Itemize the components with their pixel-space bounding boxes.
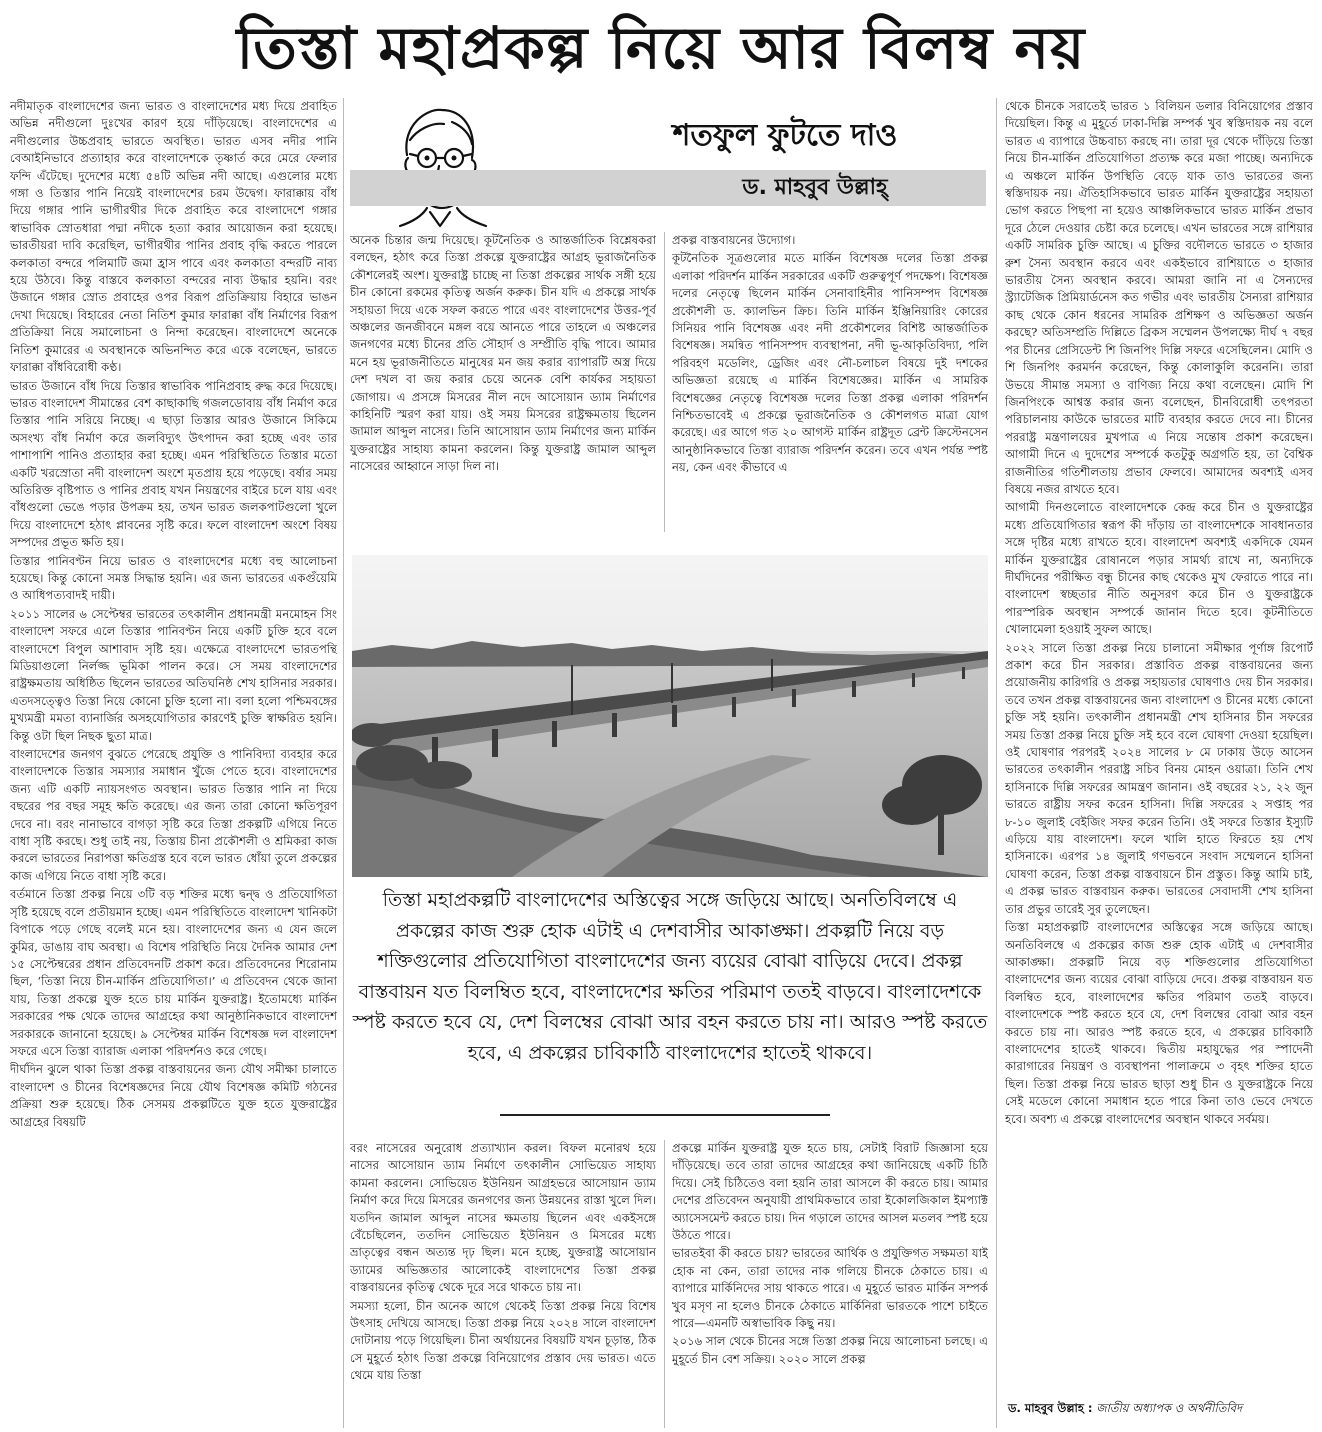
paragraph: বর্তমানে তিস্তা প্রকল্প নিয়ে ৩টি বড় শক্তির মধ্যে দ্বন্দ্ব ও প্রতিযোগিতা সৃষ্টি হয়েছে বলে প্রতীয়মান হচ্ছে। এমন পরিস্থিতিতে বাংলাদেশ খানিকটা বিপাকে পড়ে গেছে বলেই মনে হয়। বাংলাদেশের জন্য এ যেন জলে কুমির, ডাঙায় বাঘ অবস্থা। এ বিশেষ পরিস্থিতি নিয়ে দৈনিক আমার দেশ ১৫ সেপ্টেম্বরের প্রধান প্রতিবেদনটি প্রকাশ করে। প্রতিবেদনের শিরোনাম ছিল, ‘তিস্তা নিয়ে চীন-মার্কিন প্রতিযোগিতা।’ এ প্রতিবেদন থেকে জানা যায়, তিস্তা প্রকল্পে যুক্ত হতে চায় মার্কিন যুক্তরাষ্ট্র। ইতোমধ্যে মার্কিন সরকারের পক্ষ থেকে তাদের আগ্রহের কথা আনুষ্ঠানিকভাবে বাংলাদেশ সরকারকে জানানো হয়েছে। ৯ সেপ্টেম্বর মার্কিন বিশেষজ্ঞ দল বাংলাদেশ সফরে এসে তিস্তা ব্যারাজ এলাকা পরিদর্শনও করে গেছে। <box>10 887 337 1058</box>
article-column-3-top <box>672 232 988 532</box>
paragraph: ২০১১ সালের ৬ সেপ্টেম্বর ভারতের তৎকালীন প্রধানমন্ত্রী মনমোহন সিং বাংলাদেশ সফরে এলে তিস্তার পানিবণ্টন নিয়ে একটি চুক্তি হবে বলে বাংলাদেশে বিপুল আশাবাদ সৃষ্টি হয়। এক্ষেত্রে বাংলাদেশে ভারতপন্থি মিডিয়াগুলো নির্লজ্জ ভূমিকা পালন করে। সে সময় বাংলাদেশের রাষ্ট্রক্ষমতায় অধিষ্ঠিত ছিলেন ভারতের অতিঘনিষ্ঠ শেখ হাসিনার সরকার। এতদসত্ত্বেও তিস্তা নিয়ে কোনো চুক্তি হলো না। বলা হলো পশ্চিমবঙ্গের মুখ্যমন্ত্রী মমতা ব্যানার্জির অসহযোগিতার কারণেই চুক্তি স্বাক্ষরিত হয়নি। কিন্তু ওটা ছিল নিছক ছুতা মাত্র। <box>10 606 337 743</box>
paragraph: থেকে চীনকে সরাতেই ভারত ১ বিলিয়ন ডলার বিনিয়োগের প্রস্তাব দিয়েছিল। কিন্তু এ মুহূর্তে ঢাকা-দিল্লি সম্পর্ক খুব স্বস্তিদায়ক নয় বলে ভারত এ ব্যাপারে উচ্চবাচ্য করছে না। তারা দূর থেকে দাঁড়িয়ে তিস্তা নিয়ে চীন-মার্কিন প্রতিযোগিতা প্রত্যক্ষ করে মজা পাচ্ছে। অন্যদিকে এ অঞ্চলে মার্কিন উপস্থিতি বেড়ে যাক তাও ভারতের জন্য স্বস্তিদায়ক নয়। ঐতিহাসিকভাবে ভারত মার্কিন যুক্তরাষ্ট্রের সহায়তা ভোগ করতে পিছপা না হয়েও আঞ্চলিকভাবে ভারত মার্কিন প্রভাব দূরে ঠেলে দেওয়ার চেষ্টা করে চলেছে। এখন ভারতের সঙ্গে রাশিয়ার একটি সামরিক চুক্তি আছে। এ চুক্তির বদৌলতে ভারতে ৩ হাজার রুশ সৈন্য অবস্থান করবে এবং একইভাবে রাশিয়াতে ৩ হাজার ভারতীয় সৈন্য অবস্থান করবে। আমরা জানি না এ সৈন্যদের স্ট্র্যাটেজিক প্রিমিয়ার্ডনেস কত গভীর এবং ভারতীয় সৈন্যরা রাশিয়ার কাছ থেকে কোন ধরনের সামরিক প্রশিক্ষণ ও অভিজ্ঞতা অর্জন করছে? অতিসম্প্রতি দিল্লিতে ব্রিকস সম্মেলন উপলক্ষ্যে দীর্ঘ ৭ বছর পর চীনের প্রেসিডেন্ট শি জিনপিং দিল্লি সফরে এসেছিলেন। মোদি ও শি জিনপিং করমর্দন করেছেন, কিন্তু কোলাকুলি করেননি। তারা উভয়ে সীমান্ত সমস্যা ও বাণিজ্য নিয়ে কথা বলেছেন। মোদি শি জিনপিংকে আশ্বস্ত করার জন্য বলেছেন, চীনবিরোধী তৎপরতা পরিচালনায় কাউকে ভারতের মাটি ব্যবহার করতে দেবে না। চীনের পররাষ্ট্র মন্ত্রণালয়ের মুখপাত্র এ নিয়ে সন্তোষ প্রকাশ করেছেন। আগামী দিনে এ দুদেশের সম্পর্কে কতটুকু অগ্রগতি হয়, তা বৈশ্বিক রাজনীতির গতিশীলতায় প্রভাব ফেলবে। আমাদের অবশ্যই এসব বিষয়ে নজর রাখতে হবে। <box>1005 99 1313 496</box>
paragraph: নদীমাতৃক বাংলাদেশের জন্য ভারত ও বাংলাদেশের মধ্য দিয়ে প্রবাহিত অভিন্ন নদীগুলো দুঃখের কারণ হয়ে দাঁড়িয়েছে। বাংলাদেশের এ নদীগুলোর উচ্চপ্রবাহ ভারতে অবস্থিত। ভারত এসব নদীর পানি বেআইনিভাবে প্রত্যাহার করে বাংলাদেশকে তৃষ্ণার্ত করে মেরে ফেলার ফন্দি এঁটেছে। দুদেশের মধ্যে ৫৪টি অভিন্ন নদী আছে। এগুলোর মধ্যে গঙ্গা ও তিস্তার পানি নিয়েই বাংলাদেশের চরম উদ্বেগ। ফারাক্কায় বাঁধ দিয়ে গঙ্গার পানি ভাগীরথীর দিকে প্রবাহিত করে বাংলাদেশে গঙ্গার স্বাভাবিক স্রোতধারা পদ্মা নদীকে হত্যা করার আয়োজন করা হয়েছে। ভারতীয়রা দাবি করেছিল, ভাগীরথীর পানির প্রবাহ বৃদ্ধি করতে পারলে কলকাতা বন্দরে পলিমাটি জমা হ্রাস পাবে এবং কলকাতা বন্দরটি নাব্য হয়ে উঠবে। কিন্তু বাস্তবে কলকাতা বন্দরের নাব্য উদ্ধার হয়নি। বরং উজানে গঙ্গার স্রোত প্রবাহের ওপর বিরূপ প্রতিক্রিয়ায় বিহারে ভাঙন দেখা দিয়েছে। বিহারের নেতা নিতিশ কুমার ফারাক্কা বাঁধ নির্মাণের বিরূপ প্রতিক্রিয়া নিয়ে সমালোচনা ও নিন্দা করেছেন। বাংলাদেশে অনেকে নিতিশ কুমারের এ অবস্থানকে অভিনন্দিত করে একে বলেছেন, ভারতে ফারাক্কা বাঁধবিরোধী কণ্ঠ। <box>10 99 337 375</box>
paragraph: দীর্ঘদিন ঝুলে থাকা তিস্তা প্রকল্প বাস্তবায়নের জন্য যৌথ সমীক্ষা চালাতে বাংলাদেশ ও চীনের বিশেষজ্ঞদের নিয়ে যৌথ বিশেষজ্ঞ কমিটি গঠনের প্রক্রিয়া শুরু হয়েছে। ঠিক সেসময় প্রকল্পটিতে যুক্ত হতে যুক্তরাষ্ট্রের আগ্রহের বিষয়টি <box>10 1062 337 1129</box>
column-title: শতফুল ফুটতে দাও <box>672 118 898 153</box>
paragraph: প্রকল্প বাস্তবায়নের উদ্যোগ। <box>672 233 796 247</box>
paragraph: ভারত উজানে বাঁধ দিয়ে তিস্তার স্বাভাবিক পানিপ্রবাহ রুদ্ধ করে দিয়েছে। ভারত বাংলাদেশ সীমান্তের বেশ কাছাকাছি গজলডোবায় বাঁধ নির্মাণ করে তিস্তার পানি সরিয়ে নিচ্ছে। এ ছাড়া তিস্তার আরও উজানে সিকিমে অসংখ্য বাঁধ নির্মাণ করে জলবিদ্যুৎ উৎপাদন করা হচ্ছে এবং তার পাশাপাশি পানিও প্রত্যাহার করা হচ্ছে। এমন পরিস্থিতিতে তিস্তার মতো একটি খরস্রোতা নদী বাংলাদেশ অংশে মৃতপ্রায় হয়ে পড়েছে। বর্ষার সময় অতিরিক্ত বৃষ্টিপাত ও পানির প্রবাহ যখন নিয়ন্ত্রণের বাইরে চলে যায় এবং বাঁধগুলো ভেঙে পড়ার উপক্রম হয়, তখন ভারত জলকপাটগুলো খুলে দিয়ে বাংলাদেশে হঠাৎ প্লাবনের সৃষ্টি করে। ফলে বাংলাদেশ অংশে বিষয় সম্পদের প্রভূত ক্ষতি হয়। <box>10 378 337 550</box>
paragraph: তিস্তার পানিবণ্টন নিয়ে ভারত ও বাংলাদেশের মধ্যে বহু আলোচনা হয়েছে। কিন্তু কোনো সমস্ত সিদ্ধান্ত হয়নি। এর জন্য ভারতের একগুঁয়েমি ও আধিপত্যবাদই দায়ী। <box>10 553 337 603</box>
footer-author-role: জাতীয় অধ্যাপক ও অর্থনীতিবিদ <box>1096 1401 1243 1415</box>
paragraph: তিস্তা মহাপ্রকল্পটি বাংলাদেশের অস্তিত্বের সঙ্গে জড়িয়ে আছে। অনতিবিলম্বে এ প্রকল্পের কাজ শুরু হোক এটাই এ দেশবাসীর আকাঙ্ক্ষা। প্রকল্পটি নিয়ে বড় শক্তিগুলোর প্রতিযোগিতা বাংলাদেশের জন্য ব্যয়ের বোঝা বাড়িয়ে দেবে। প্রকল্প বাস্তবায়ন যত বিলম্বিত হবে, বাংলাদেশের ক্ষতির পরিমাণ ততই বাড়বে। বাংলাদেশকে স্পষ্ট করতে হবে যে, দেশ বিলম্বের বোঝা আর বহন করতে চায় না। আরও স্পষ্ট করতে হবে, এ প্রকল্পের চাবিকাঠি বাংলাদেশের হাতেই থাকবে। দ্বিতীয় মহাযুদ্ধের পর স্পাদেনী কারাগারের নিয়ন্ত্রণ ও ব্যবস্থাপনা পালাক্রমে ৩ বৃহৎ শক্তির হাতে ছিল। তিস্তা প্রকল্প নিয়ে ভারত ছাড়া শুধু চীন ও যুক্তরাষ্ট্রকে নিয়ে সেই মডেলে কোনো সমাধান হতে পারে কিনা তাও ভেবে দেখতে হবে। অবশ্য এ প্রকল্পে বাংলাদেশের অবস্থান থাকবে সর্বময়। <box>1005 920 1313 1126</box>
column-divider <box>343 98 344 1428</box>
article-column-1 <box>10 98 337 1428</box>
author-footer <box>1008 1397 1313 1419</box>
article-column-2-bottom <box>350 1140 656 1428</box>
paragraph: আগামী দিনগুলোতে বাংলাদেশকে কেন্দ্র করে চীন ও যুক্তরাষ্ট্রের মধ্যে প্রতিযোগিতার স্বরূপ কী দাঁড়ায় তা বাংলাদেশকে সাবধানতার সঙ্গে দৃষ্টির মধ্যে রাখতে হবে। বাংলাদেশ অবশ্যই একদিকে যেমন মার্কিন যুক্তরাষ্ট্রের রোষানলে পড়ার সামর্থ্য রাখে না, অন্যদিকে দীর্ঘদিনের পরীক্ষিত বন্ধু চীনের কাছ থেকেও মুখ ফেরাতে পারে না। বাংলাদেশ স্বচ্ছতার নীতি অনুসরণ করে চীন ও যুক্তরাষ্ট্রকে পারস্পরিক অবস্থান সম্পর্কে জানান দিতে হবে। কূটনীতিতে খোলামেলা হওয়াই সুফল আছে। <box>1005 500 1313 637</box>
paragraph: কূটনৈতিক সূত্রগুলোর মতে মার্কিন বিশেষজ্ঞ দলের তিস্তা প্রকল্প এলাকা পরিদর্শন মার্কিন সরকারের একটি গুরুত্বপূর্ণ পদক্ষেপ। বিশেষজ্ঞ দলের নেতৃত্বে ছিলেন মার্কিন সেনাবাহিনীর পানিসম্পদ বিশেষজ্ঞ প্রকৌশলী ড. ক্যালভিন ক্রিচ। তিনি মার্কিন ইঞ্জিনিয়ারিং কোরের সিনিয়র পানি বিশেষজ্ঞ এবং নদী প্রকৌশলের বিশিষ্ট আন্তর্জাতিক বিশেষজ্ঞ। সমন্বিত পানিসম্পদ ব্যবস্থাপনা, নদী ভূ-আকৃতিবিদ্যা, পলি পরিবহণ মডেলিং, ড্রেজিং এবং নৌ-চলাচল বিষয়ে দুই দশকের অভিজ্ঞতা রয়েছে এ মার্কিন বিশেষজ্ঞের। মার্কিন এ সামরিক বিশেষজ্ঞের নেতৃত্বে বিশেষজ্ঞ দলের তিস্তা প্রকল্প এলাকা পরিদর্শন নিশ্চিতভাবেই এ প্রকল্পে ভূরাজনৈতিক ও কৌশলগত মাত্রা যোগ করেছে। এর আগে গত ২০ আগস্ট মার্কিন রাষ্ট্রদূত ব্রেন্ট ক্রিস্টেনসেন আনুষ্ঠানিকভাবে তিস্তা ব্যারাজ পরিদর্শন করেন। তবে এখন পর্যন্ত স্পষ্ট নয়, কেন এবং কীভাবে এ <box>672 251 988 475</box>
paragraph: বাংলাদেশের জনগণ বুঝতে পেরেছে প্রযুক্তি ও পানিবিদ্যা ব্যবহার করে বাংলাদেশকে তিস্তার সমস্যার সমাধান খুঁজে পেতে হবে। বাংলাদেশের জন্য এটি একটি ন্যায়সংগত অবস্থান। ভারত তিস্তার পানি না দিয়ে বছরের পর বছর সমূহ ক্ষতি করেছে। এর জন্য তারা কোনো ক্ষতিপূরণ দেবে না। বরং নানাভাবে বাগড়া সৃষ্টি করে তিস্তা প্রকল্পটি এগিয়ে নিতে বাধা সৃষ্টি করছে। শুধু তাই নয়, তিস্তায় চীনা প্রকৌশলী ও শ্রমিকরা কাজ করলে ভারতের নিরাপত্তা ক্ষতিগ্রস্ত হবে বলে ভারত ধোঁয়া তুলে প্রকল্পের কাজ এগিয়ে নিতে বাধা সৃষ্টি করে। <box>10 747 337 883</box>
paragraph: অনেক চিন্তার জন্ম দিয়েছে। কূটনৈতিক ও আন্তর্জাতিক বিশ্লেষকরা বলছেন, হঠাৎ করে তিস্তা প্রকল্পে যুক্তরাষ্ট্রের আগ্রহ ভূরাজনৈতিক কৌশলেরই অংশ। যুক্তরাষ্ট্র চাচ্ছে না তিস্তা প্রকল্পের সার্থক সঙ্গী হয়ে চীন কোনো রকমের কৃতিত্ব অর্জন করুক। চীন যদি এ প্রকল্পে সার্থক সহায়তা দিয়ে একে সফল করতে পারে এবং বাংলাদেশের উত্তর-পূর্ব অঞ্চলের জনজীবনে মঙ্গল বয়ে আনতে পারে তাহলে এ অঞ্চলের জনগণের মধ্যে চীনের প্রতি সৌহার্দ ও সম্প্রীতি বৃদ্ধি পাবে। আমার মনে হয় ভূরাজনীতিতে মানুষের মন জয় করার ব্যাপারটি অস্ত্র দিয়ে দেশ দখল বা জয় করার চেয়ে অনেক বেশি কার্যকর সহায়তা জোগায়। এ প্রসঙ্গে মিসরের নীল নদে আসোয়ান ড্যাম নির্মাণের কাহিনিটি স্মরণ করা যায়। ওই সময় মিসরের রাষ্ট্রক্ষমতায় ছিলেন জামাল আব্দুল নাসের। তিনি আসোয়ান ড্যাম নির্মাণের জন্য মার্কিন যুক্তরাষ্ট্রের সাহায্য কামনা করলেন। কিন্তু যুক্তরাষ্ট্র জামাল আব্দুল নাসেরের আহ্বানে সাড়া দিল না। <box>350 233 656 474</box>
article-column-4 <box>1005 98 1313 1370</box>
pull-quote: তিস্তা মহাপ্রকল্পটি বাংলাদেশের অস্তিত্বের সঙ্গে জড়িয়ে আছে। অনতিবিলম্বে এ প্রকল্পের কাজ শুরু হোক এটাই এ দেশবাসীর আকাঙ্ক্ষা। প্রকল্পটি নিয়ে বড় শক্তিগুলোর প্রতিযোগিতা বাংলাদেশের জন্য ব্যয়ের বোঝা বাড়িয়ে দেবে। প্রকল্প বাস্তবায়ন যত বিলম্বিত হবে, বাংলাদেশের ক্ষতির পরিমাণ ততই বাড়বে। বাংলাদেশকে স্পষ্ট করতে হবে যে, দেশ বিলম্বের বোঝা আর বহন করতে চায় না। আরও স্পষ্ট করতে হবে, এ প্রকল্পের চাবিকাঠি বাংলাদেশের হাতেই থাকবে। <box>352 889 988 1064</box>
column-divider <box>664 232 665 532</box>
paragraph: সমস্যা হলো, চীন অনেক আগে থেকেই তিস্তা প্রকল্প নিয়ে বিশেষ উৎসাহ দেখিয়ে আসছে। তিস্তা প্রকল্প নিয়ে ২০২৪ সালে বাংলাদেশ দোটানায় পড়ে গিয়েছিল। চীনা অর্থায়নের বিষয়টি যখন চূড়ান্ত, ঠিক সে মুহূর্তে হঠাৎ তিস্তা প্রকল্পে বিনিয়োগের প্রস্তাব দেয় ভারত। এতে থেমে যায় তিস্তা <box>350 1298 656 1383</box>
teesta-barrage-photo <box>352 555 988 877</box>
paragraph: ২০১৬ সাল থেকে চীনের সঙ্গে তিস্তা প্রকল্প নিয়ে আলোচনা চলছে। এ মুহূর্তে চীন বেশ সক্রিয়। ২০২০ সালে প্রকল্প <box>672 1334 988 1366</box>
article-column-3-bottom <box>672 1140 988 1428</box>
paragraph: প্রকল্পে মার্কিন যুক্তরাষ্ট্র যুক্ত হতে চায়, সেটাই বিরাট জিজ্ঞাসা হয়ে দাঁড়িয়েছে। তবে তারা তাদের আগ্রহের কথা জানিয়েছে একটি চিঠি দিয়ে। সেই চিঠিতেও বলা হয়নি তারা আসলে কী করতে চায়। আমার দেশের প্রতিবেদন অনুযায়ী প্রাথমিকভাবে তারা ইকোলজিকাল ইমপ্যাক্ট অ্যাসেসমেন্ট করতে চায়। দিন গড়ালে তাদের আসল মতলব স্পষ্ট হয়ে উঠতে পারে। <box>672 1141 988 1243</box>
headline: তিস্তা মহাপ্রকল্প নিয়ে আর বিলম্ব নয় <box>236 14 1086 82</box>
article-column-2-top <box>350 232 656 532</box>
column-divider <box>996 98 997 1428</box>
paragraph: ভারতইবা কী করতে চায়? ভারতের আর্থিক ও প্রযুক্তিগত সক্ষমতা যাই হোক না কেন, তারা তাদের নাক গলিয়ে চীনকে ঠেকাতে চায়। এ ব্যাপারে মার্কিনিদের সায় থাকতে পারে। এ মুহূর্তে ভারত মার্কিন সম্পর্ক খুব মসৃণ না হলেও চীনকে ঠেকাতে মার্কিনিরা ভারতকে পাশে চাইতে পারে—এমনটি অস্বাভাবিক কিছু নয়। <box>672 1246 988 1331</box>
paragraph: ২০২২ সালে তিস্তা প্রকল্প নিয়ে চালানো সমীক্ষার পূর্ণাঙ্গ রিপোর্ট প্রকাশ করে চীন সরকার। প্রস্তাবিত প্রকল্প বাস্তবায়নের জন্য প্রয়োজনীয় কারিগরি ও প্রকল্প সহায়তার ঘোষণাও দেয় চীন সরকার। তবে তখন প্রকল্প বাস্তবায়নের জন্য বাংলাদেশ ও চীনের মধ্যে কোনো চুক্তি সই হয়নি। তৎকালীন প্রধানমন্ত্রী শেখ হাসিনার চীন সফরের সময় তিস্তা প্রকল্প নিয়ে চুক্তি সই হবে বলে ঘোষণা দেওয়া হয়েছিল। ওই ঘোষণার পরপরই ২০২৪ সালের ৮ মে ঢাকায় উড়ে আসেন ভারতের তৎকালীন পররাষ্ট্র সচিব বিনয় মোহন ওয়াত্রা। তিনি শেখ হাসিনাকে দিল্লি সফরের আমন্ত্রণ জানান। ওই বছরের ২১, ২২ জুন ভারতে রাষ্ট্রীয় সফর করেন হাসিনা। দিল্লি সফরের ২ সপ্তাহ পর ৮-১০ জুলাই বেইজিং সফর করেন তিনি। ওই সফরে তিস্তার ইস্যুটি এড়িয়ে যায় বাংলাদেশ। ফলে খালি হাতে ফিরতে হয় শেখ হাসিনাকে। এরপর ১৪ জুলাই গণভবনে সংবাদ সম্মেলনে হাসিনা ঘোষণা করেন, তিস্তা প্রকল্প বাস্তবায়নে চীন প্রস্তুত। কিন্তু আমি চাই, এ প্রকল্প ভারত বাস্তবায়ন করুক। ভারতের সেবাদাসী শেখ হাসিনা তার প্রভুর তারেই সুর তুলেছেন। <box>1005 640 1313 916</box>
author-name: ড. মাহবুব উল্লাহ্‌ <box>742 175 888 200</box>
column-divider <box>664 1140 665 1428</box>
author-portrait <box>382 100 492 230</box>
pull-quote-rule <box>500 1114 830 1116</box>
paragraph: বরং নাসেরের অনুরোধ প্রত্যাখ্যান করল। বিফল মনোরথ হয়ে নাসের আসোয়ান ড্যাম নির্মাণে তৎকালীন সোভিয়েত সাহায্য কামনা করলেন। সোভিয়েত ইউনিয়ন আগ্রহভরে আসোয়ান ড্যাম নির্মাণ করে দিয়ে মিসরের জনগণের জন্য উন্নয়নের রাস্তা খুলে দিল। যতদিন জামাল আব্দুল নাসের ক্ষমতায় ছিলেন এবং একইসঙ্গে বেঁচেছিলেন, ততদিন সোভিয়েত ইউনিয়ন ও মিসরের মধ্যে ভ্রাতৃত্বের বন্ধন অত্যন্ত দৃঢ় ছিল। মনে হচ্ছে, যুক্তরাষ্ট্র আসোয়ান ড্যামের অভিজ্ঞতার আলোকেই বাংলাদেশের তিস্তা প্রকল্প বাস্তবায়নের কৃতিত্ব থেকে দূরে সরে থাকতে চায় না। <box>350 1141 656 1295</box>
footer-author-name: ড. মাহবুব উল্লাহ : <box>1008 1401 1093 1415</box>
